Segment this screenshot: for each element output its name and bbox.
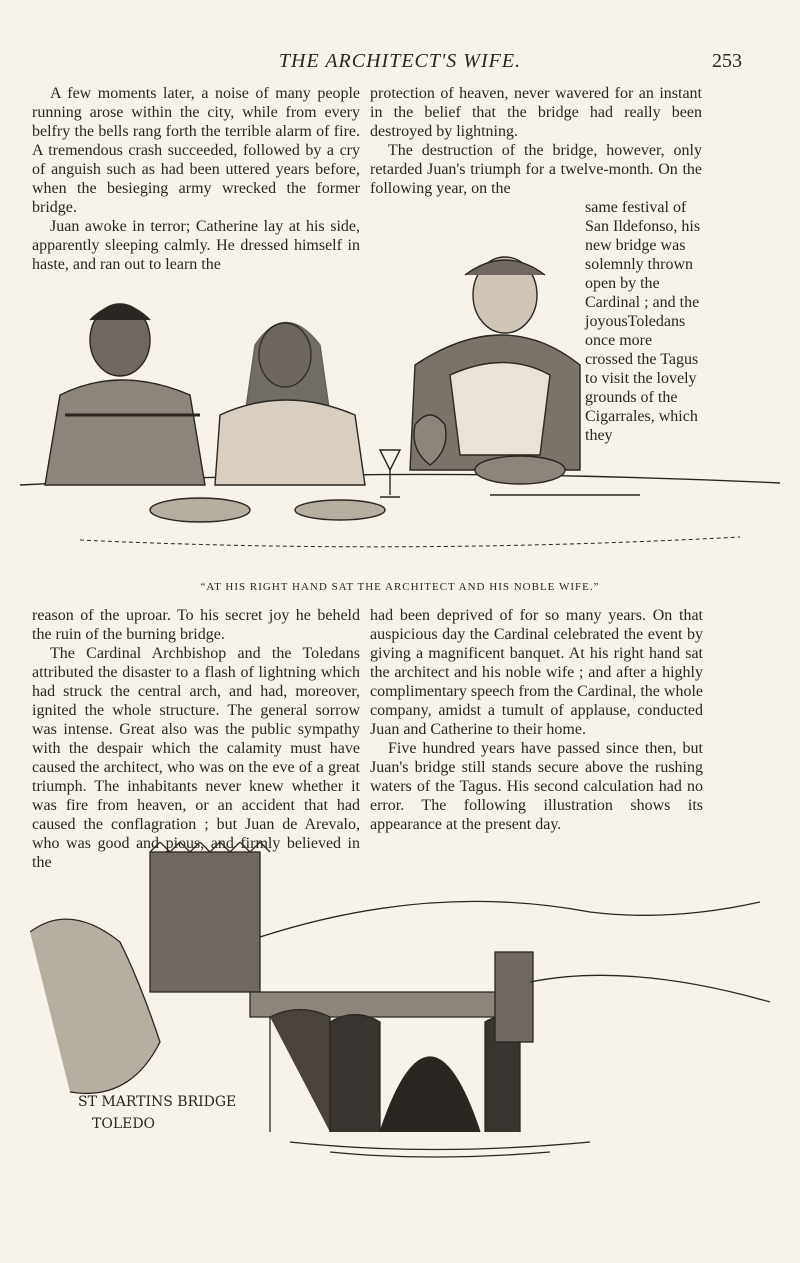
sketch-label-bridge: ST MARTINS BRIDGE xyxy=(78,1094,237,1110)
banquet-illustration xyxy=(20,255,780,573)
paragraph: A few moments later, a noise of many people running arose within the city, while from every belfry the bells rang forth the terrible alarm of fire. A tremendous crash succeeded, followed by a cry of anguish such as had been uttered years before, when the besieging army wrecked the former bridge. xyxy=(32,85,360,216)
illustration-caption: “AT HIS RIGHT HAND SAT THE ARCHITECT AND HIS NOBLE WIFE.” xyxy=(200,581,600,593)
text-column-right-top xyxy=(370,84,702,198)
paragraph: The destruction of the bridge, however, only retarded Juan's triumph for a twelve-month. On the following year, on the xyxy=(370,142,702,197)
paragraph: Juan awoke in terror; Catherine lay at his side, apparently sleeping calmly. He dressed himself in haste, and ran out to learn the xyxy=(32,218,360,273)
paragraph: had been deprived of for so many years. On that auspicious day the Cardinal celebrated the event by giving a magnificent banquet. At his right hand sat the architect and his noble wife ; and after a highly complimentary speech from the Cardinal, the whole company, amidst a tumult of applause, conducted Juan and Catherine to their home. xyxy=(370,607,703,738)
page-number: 253 xyxy=(712,50,742,72)
page-header xyxy=(0,50,800,74)
text-wrap-around-illustration: same festival of San Ildefonso, his new bridge was solemnly thrown open by the Cardinal ; and the joyousToledans once more crossed the Tagus to visit the lovely grounds of the Cigarrales, which they xyxy=(585,199,701,444)
paragraph: Five hundred years have passed since then, but Juan's bridge still stands secure above the rushing waters of the Tagus. His second calculation had no error. The following illustration shows its appearance at the present day. xyxy=(370,740,703,833)
text-column-left-bottom xyxy=(32,606,360,872)
text-column-left-top xyxy=(32,84,360,274)
paragraph: protection of heaven, never wavered for an instant in the belief that the bridge had really been destroyed by lightning. xyxy=(370,85,702,140)
paragraph: The Cardinal Archbishop and the Toledans attributed the disaster to a flash of lightning which had struck the central arch, and had, moreover, ignited the whole structure. The general sorrow was intense. Great also was the public sympathy with the despair which the calamity must have caused the architect, who was on the eve of a great triumph. The inhabitants never knew whether it was fire from heaven, or an accident that had caused the conflagration ; but Juan de Arevalo, who was good and pious, and firmly believed in the xyxy=(32,645,360,871)
running-title: THE ARCHITECT'S WIFE. xyxy=(278,50,522,72)
paragraph: reason of the uproar. To his secret joy he beheld the ruin of the burning bridge. xyxy=(32,607,360,643)
bridge-sketch xyxy=(30,842,770,1172)
text-column-right-bottom xyxy=(370,606,703,834)
sketch-label-place: TOLEDO xyxy=(92,1116,156,1132)
